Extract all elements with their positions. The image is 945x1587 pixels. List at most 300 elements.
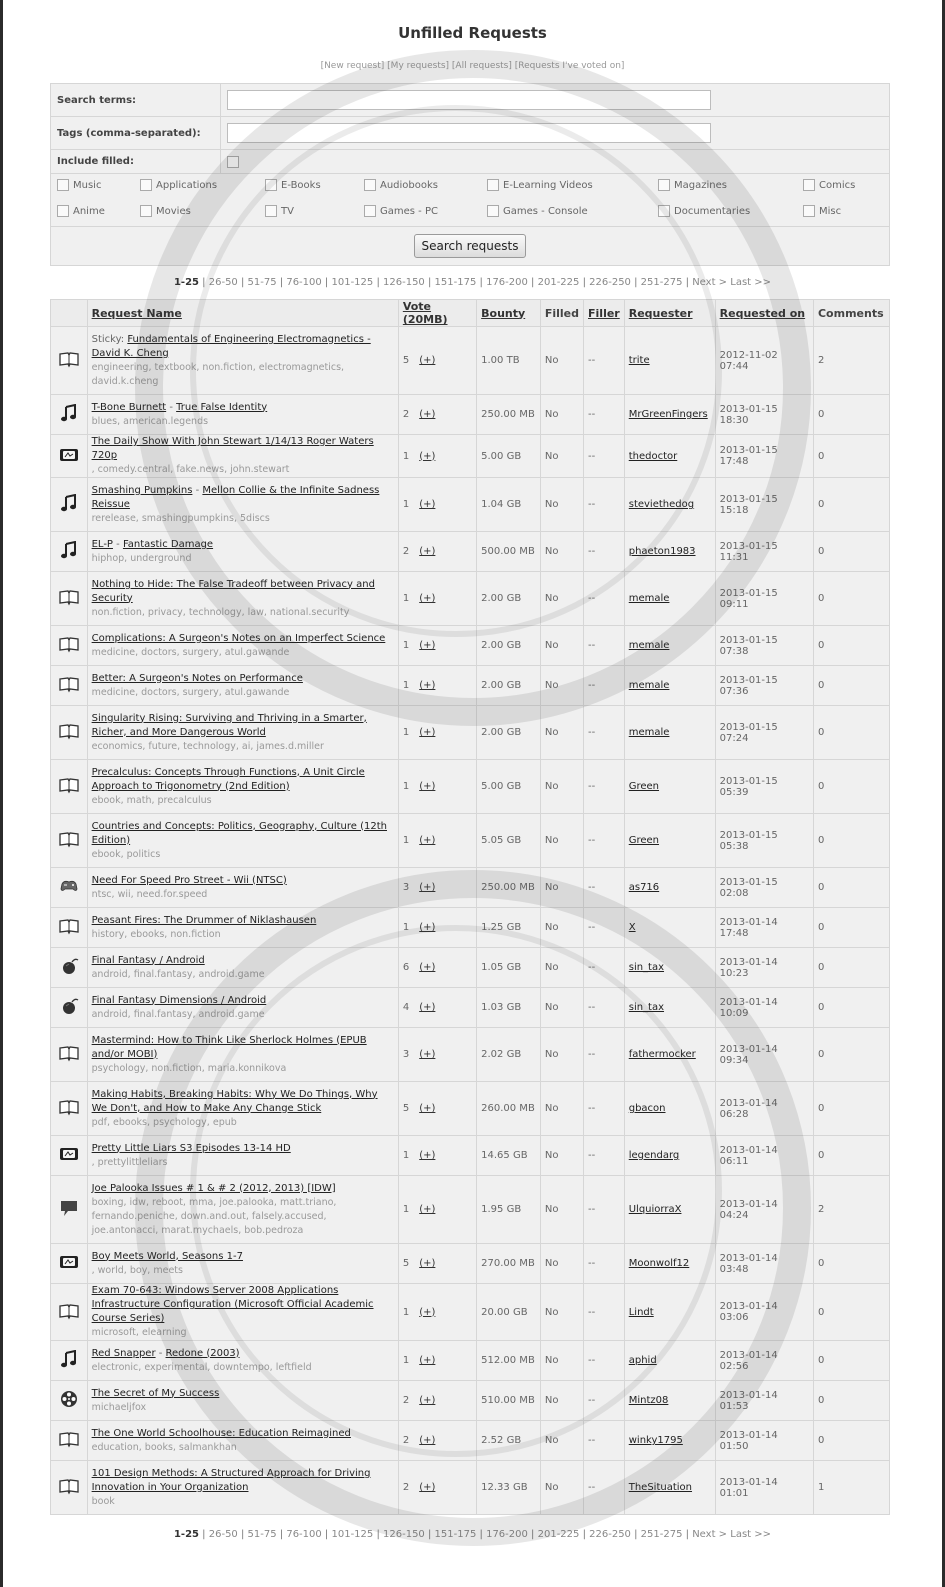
- requested-on-value: 2013-01-15 15:18: [715, 478, 813, 532]
- request-tags: android, final.fantasy, android.game: [91, 1008, 265, 1020]
- category-applications[interactable]: [140, 179, 217, 191]
- request-tags: ntsc, wii, need.for.speed: [91, 888, 208, 900]
- vote-button[interactable]: (+): [419, 882, 436, 893]
- table-row: [51, 1421, 890, 1461]
- category-e-learning-videos[interactable]: [487, 179, 593, 191]
- request-title: [92, 1142, 394, 1156]
- header-comments: Comments: [813, 300, 889, 327]
- page-link[interactable]: 76-100: [286, 277, 322, 288]
- book-icon: [58, 635, 80, 653]
- category-label: Music: [73, 180, 102, 191]
- requests-table: [50, 299, 890, 1515]
- filler-value: --: [584, 1028, 625, 1082]
- category-checkbox[interactable]: [803, 205, 815, 217]
- vote-button[interactable]: (+): [419, 546, 436, 557]
- request-title: [92, 435, 394, 463]
- requested-on-value: 2013-01-14 09:34: [715, 1028, 813, 1082]
- header-bounty[interactable]: Bounty: [477, 300, 541, 327]
- request-links: [0, 61, 945, 71]
- page-title: Unfilled Requests: [398, 24, 547, 42]
- vote-button[interactable]: (+): [419, 1306, 436, 1318]
- request-title-link[interactable]: Countries and Concepts: Politics, Geography, Culture (12th Edition): [91, 820, 387, 846]
- requester-link[interactable]: Green: [628, 835, 660, 846]
- vote-button[interactable]: (+): [419, 593, 436, 604]
- filler-value: --: [584, 814, 625, 868]
- vote-button[interactable]: (+): [419, 1435, 436, 1446]
- category-checkbox[interactable]: [140, 205, 152, 217]
- vote-button[interactable]: (+): [419, 1103, 436, 1114]
- table-row: [51, 908, 890, 948]
- bounty-value: 260.00 MB: [477, 1082, 541, 1136]
- category-misc[interactable]: [803, 205, 841, 217]
- comments-count: 0: [813, 1244, 889, 1284]
- request-tags: , world, boy, meets: [91, 1264, 183, 1276]
- vote-button[interactable]: (+): [419, 1002, 436, 1013]
- comments-count: 0: [813, 1028, 889, 1082]
- filled-value: No: [540, 1176, 583, 1244]
- request-tags: , prettylittleliars: [91, 1156, 168, 1168]
- category-movies[interactable]: [140, 205, 191, 217]
- category-checkbox[interactable]: [487, 179, 499, 191]
- header-request-name[interactable]: Request Name: [87, 300, 398, 327]
- request-tags: ebook, math, precalculus: [91, 794, 212, 806]
- artist-link[interactable]: T-Bone Burnett: [91, 401, 167, 413]
- search-terms-input[interactable]: [227, 90, 711, 110]
- category-label: Applications: [156, 180, 218, 191]
- bounty-value: 5.00 GB: [477, 760, 541, 814]
- vote-count: 1: [402, 450, 410, 462]
- vote-button[interactable]: (+): [419, 781, 436, 792]
- book-icon: [58, 1302, 80, 1320]
- page-link[interactable]: 201-225: [537, 277, 580, 288]
- comments-count: 0: [813, 948, 889, 988]
- page-link[interactable]: 251-275: [640, 277, 683, 288]
- vote-count: 1: [402, 680, 410, 691]
- filler-value: --: [584, 1421, 625, 1461]
- header-filler[interactable]: Filler: [584, 300, 625, 327]
- filled-value: No: [540, 814, 583, 868]
- requested-on-value: 2013-01-15 17:48: [715, 435, 813, 478]
- filled-value: No: [540, 395, 583, 435]
- table-row: [51, 395, 890, 435]
- category-checkbox[interactable]: [364, 205, 376, 217]
- requested-on-value: 2012-11-02 07:44: [715, 327, 813, 395]
- requester-link[interactable]: fathermocker: [628, 1049, 696, 1060]
- request-title-link[interactable]: Boy Meets World, Seasons 1-7: [91, 1250, 243, 1262]
- filler-value: --: [584, 1461, 625, 1515]
- music-note-icon: [58, 494, 80, 512]
- request-title: [92, 1387, 394, 1401]
- category-checkbox[interactable]: [57, 179, 69, 191]
- requested-on-value: 2013-01-14 03:06: [715, 1284, 813, 1341]
- request-title-link[interactable]: 101 Design Methods: A Structured Approach for Driving Innovation in Your Organization: [91, 1467, 371, 1493]
- category-e-books[interactable]: [265, 179, 321, 191]
- requester-link[interactable]: Mintz08: [628, 1395, 669, 1406]
- requester-link[interactable]: memale: [628, 680, 670, 691]
- request-title-link[interactable]: Need For Speed Pro Street - Wii (NTSC): [91, 874, 287, 886]
- request-tags: ebook, politics: [91, 848, 161, 860]
- vote-button[interactable]: (+): [419, 1150, 436, 1161]
- requested-on-value: 2013-01-15 18:30: [715, 395, 813, 435]
- requester-link[interactable]: sin_tax: [628, 1002, 665, 1013]
- requester-link[interactable]: Lindt: [628, 1306, 654, 1318]
- artist-link[interactable]: EL-P: [91, 538, 113, 550]
- book-icon: [58, 1044, 80, 1062]
- vote-count: 5: [402, 355, 410, 366]
- filled-value: No: [540, 532, 583, 572]
- vote-button[interactable]: (+): [419, 409, 436, 420]
- filler-value: --: [584, 868, 625, 908]
- table-row: [51, 706, 890, 760]
- book-icon: [58, 1098, 80, 1116]
- vote-count: 1: [402, 499, 410, 510]
- table-row: [51, 1082, 890, 1136]
- search-requests-button[interactable]: Search requests: [414, 234, 527, 258]
- comments-count: 0: [813, 532, 889, 572]
- category-documentaries[interactable]: [658, 205, 750, 217]
- request-title-link[interactable]: Precalculus: Concepts Through Functions, A Unit Circle Approach to Trigonometry (2nd Edition): [91, 766, 365, 792]
- request-title: [92, 1467, 394, 1495]
- tv-icon: [58, 446, 80, 464]
- request-tags: electronic, experimental, downtempo, leftfield: [91, 1361, 312, 1373]
- include-filled-checkbox[interactable]: [227, 156, 239, 168]
- bounty-value: 500.00 MB: [477, 532, 541, 572]
- vote-count: 2: [402, 1482, 410, 1493]
- request-title-link[interactable]: Singularity Rising: Surviving and Thriving in a Smarter, Richer, and More Dangerous World: [91, 712, 367, 738]
- filler-value: --: [584, 327, 625, 395]
- request-title-link[interactable]: Final Fantasy Dimensions / Android: [91, 994, 267, 1006]
- page-link[interactable]: 226-250: [589, 277, 631, 288]
- request-title-link[interactable]: The One World Schoolhouse: Education Reimagined: [91, 1427, 351, 1439]
- category-checkbox[interactable]: [57, 205, 69, 217]
- requested-on-value: 2013-01-14 06:11: [715, 1136, 813, 1176]
- table-row: [51, 1284, 890, 1341]
- bounty-value: 2.00 GB: [477, 666, 541, 706]
- requester-link[interactable]: Moonwolf12: [628, 1258, 690, 1269]
- filled-value: No: [540, 666, 583, 706]
- requested-on-value: 2013-01-14 06:28: [715, 1082, 813, 1136]
- search-form: [50, 83, 890, 266]
- comments-count: 0: [813, 760, 889, 814]
- vote-button[interactable]: (+): [419, 727, 436, 738]
- request-tags: education, books, salmankhan: [91, 1441, 237, 1453]
- page-link[interactable]: 251-275: [640, 1529, 683, 1540]
- vote-button[interactable]: (+): [419, 1258, 436, 1269]
- table-row: [51, 1461, 890, 1515]
- comments-count: 0: [813, 395, 889, 435]
- requested-on-value: 2013-01-14 03:48: [715, 1244, 813, 1284]
- table-row: [51, 1176, 890, 1244]
- table-row: [51, 666, 890, 706]
- header-vote[interactable]: Vote (20MB): [398, 300, 476, 327]
- film-reel-icon: [58, 1390, 80, 1408]
- request-tags: hiphop, underground: [91, 552, 192, 564]
- book-icon: [58, 1430, 80, 1448]
- pagination-bottom: 1-25 | 26-50 | 51-75 | 76-100 | 101-125 | 126-150 | 151-175 | 176-200 | 201-225 | 226-250 | 251-275 | Next > Last >>: [173, 1529, 772, 1540]
- category-checkbox[interactable]: [487, 205, 499, 217]
- filler-value: --: [584, 572, 625, 626]
- music-note-icon: [58, 404, 80, 422]
- requester-link[interactable]: steviethedog: [628, 499, 695, 510]
- vote-count: 1: [402, 640, 410, 651]
- filler-value: --: [584, 1176, 625, 1244]
- request-title-link[interactable]: Mastermind: How to Think Like Sherlock Holmes (EPUB and/or MOBI): [91, 1034, 367, 1060]
- new-request-link[interactable]: [New request]: [320, 61, 385, 71]
- page-link[interactable]: 151-175: [434, 1529, 477, 1540]
- requester-link[interactable]: gbacon: [628, 1103, 666, 1114]
- page-link[interactable]: 126-150: [383, 1529, 425, 1540]
- vote-count: 2: [402, 1395, 410, 1406]
- page-link[interactable]: 101-125: [331, 277, 374, 288]
- request-tags: engineering, textbook, non.fiction, electromagnetics, david.k.cheng: [91, 361, 345, 387]
- requester-link[interactable]: MrGreenFingers: [628, 409, 708, 420]
- requester-link[interactable]: legendarg: [628, 1150, 680, 1161]
- filled-value: No: [540, 1461, 583, 1515]
- category-tv[interactable]: [265, 205, 294, 217]
- request-title-link[interactable]: Exam 70-643: Windows Server 2008 Applications Infrastructure Configuration (Microsoft Official Academic Course Series): [91, 1285, 374, 1324]
- filler-value: --: [584, 478, 625, 532]
- request-title: [92, 874, 394, 888]
- filler-value: --: [584, 908, 625, 948]
- bounty-value: 2.00 GB: [477, 706, 541, 760]
- last-page-link[interactable]: Last >>: [730, 277, 772, 288]
- filled-value: No: [540, 988, 583, 1028]
- requester-link[interactable]: UlquiorraX: [628, 1204, 682, 1215]
- page-link[interactable]: 26-50: [208, 1529, 238, 1540]
- category-audiobooks[interactable]: [364, 179, 438, 191]
- category-checkbox[interactable]: [265, 205, 277, 217]
- request-title: [92, 914, 394, 928]
- table-row: [51, 1028, 890, 1082]
- artist-link[interactable]: Smashing Pumpkins: [91, 484, 193, 496]
- request-tags: history, ebooks, non.fiction: [91, 928, 221, 940]
- page-link[interactable]: 151-175: [434, 277, 477, 288]
- category-checkbox[interactable]: [364, 179, 376, 191]
- vote-button[interactable]: (+): [419, 1395, 436, 1406]
- requester-link[interactable]: trite: [628, 355, 650, 366]
- request-title: [92, 1250, 394, 1264]
- next-page-link[interactable]: Next >: [692, 1529, 728, 1540]
- requester-link[interactable]: thedoctor: [628, 450, 678, 462]
- header-filled: Filled: [540, 300, 583, 327]
- vote-count: 1: [402, 1150, 410, 1161]
- table-row: [51, 1244, 890, 1284]
- table-row: [51, 760, 890, 814]
- requester-link[interactable]: memale: [628, 727, 670, 738]
- vote-button[interactable]: (+): [419, 355, 436, 366]
- page-link[interactable]: 226-250: [589, 1529, 631, 1540]
- all-requests-link[interactable]: [All requests]: [451, 61, 512, 71]
- requester-link[interactable]: X: [628, 922, 636, 933]
- request-title-link[interactable]: Fantastic Damage: [122, 538, 214, 550]
- requester-link[interactable]: memale: [628, 640, 670, 651]
- vote-count: 1: [402, 593, 410, 604]
- request-title-link[interactable]: Final Fantasy / Android: [91, 954, 205, 966]
- request-title-link[interactable]: The Secret of My Success: [91, 1387, 220, 1399]
- comments-count: 2: [813, 1176, 889, 1244]
- page-link[interactable]: 51-75: [247, 277, 277, 288]
- request-tags: psychology, non.fiction, maria.konnikova: [91, 1062, 287, 1074]
- vote-button[interactable]: (+): [419, 1204, 436, 1215]
- request-title: [92, 1034, 394, 1062]
- bounty-value: 2.02 GB: [477, 1028, 541, 1082]
- request-tags: rerelease, smashingpumpkins, 5discs: [91, 512, 270, 524]
- vote-count: 5: [402, 1103, 410, 1114]
- category-label: TV: [281, 206, 294, 217]
- requested-on-value: 2013-01-15 05:39: [715, 760, 813, 814]
- comments-count: 2: [813, 327, 889, 395]
- vote-button[interactable]: (+): [419, 1049, 436, 1060]
- request-title-link[interactable]: Making Habits, Breaking Habits: Why We Do Things, Why We Don't, and How to Make Any Change Stick: [91, 1088, 378, 1114]
- requested-on-value: 2013-01-15 09:11: [715, 572, 813, 626]
- category-comics[interactable]: [803, 179, 855, 191]
- requester-link[interactable]: phaeton1983: [628, 546, 696, 557]
- vote-button[interactable]: (+): [419, 962, 436, 973]
- filler-value: --: [584, 1244, 625, 1284]
- tags-input[interactable]: [227, 123, 711, 143]
- request-title-link[interactable]: Better: A Surgeon's Notes on Performance: [91, 672, 303, 684]
- requester-link[interactable]: as716: [628, 882, 660, 893]
- last-page-link[interactable]: Last >>: [730, 1529, 772, 1540]
- vote-count: 1: [402, 727, 410, 738]
- comments-count: 0: [813, 988, 889, 1028]
- vote-button[interactable]: (+): [419, 450, 436, 462]
- requester-link[interactable]: Green: [628, 781, 660, 792]
- page-link[interactable]: 176-200: [486, 1529, 528, 1540]
- request-title: [92, 1427, 394, 1441]
- request-tags: boxing, idw, reboot, mma, joe.palooka, matt.triano, fernando.peniche, down.and.out, falsely.accused, joe.antonacci, marat.mychaels, bob.pedroza: [91, 1196, 337, 1236]
- category-games-console[interactable]: [487, 205, 588, 217]
- comments-count: 0: [813, 1082, 889, 1136]
- mouse-icon: [58, 957, 80, 975]
- comments-count: 0: [813, 1421, 889, 1461]
- requested-on-value: 2013-01-15 02:08: [715, 868, 813, 908]
- request-title-link[interactable]: Peasant Fires: The Drummer of Niklashausen: [91, 914, 317, 926]
- page-link[interactable]: 176-200: [486, 277, 528, 288]
- table-row: [51, 988, 890, 1028]
- requester-link[interactable]: TheSituation: [628, 1482, 693, 1493]
- request-title: [92, 766, 394, 794]
- filler-value: --: [584, 532, 625, 572]
- filler-value: --: [584, 1381, 625, 1421]
- category-music[interactable]: [57, 179, 101, 191]
- vote-button[interactable]: (+): [419, 499, 436, 510]
- requested-on-value: 2013-01-15 07:24: [715, 706, 813, 760]
- requested-on-value: 2013-01-14 01:53: [715, 1381, 813, 1421]
- bounty-value: 1.95 GB: [477, 1176, 541, 1244]
- category-checkbox[interactable]: [140, 179, 152, 191]
- request-tags: microsoft, elearning: [91, 1327, 187, 1338]
- page-link[interactable]: 26-50: [208, 277, 238, 288]
- page-link[interactable]: 201-225: [537, 1529, 580, 1540]
- request-tags: medicine, doctors, surgery, atul.gawande: [91, 646, 290, 658]
- category-checkbox[interactable]: [803, 179, 815, 191]
- page-link[interactable]: 126-150: [383, 277, 425, 288]
- requested-on-value: 2013-01-14 01:50: [715, 1421, 813, 1461]
- header-requester[interactable]: Requester: [624, 300, 715, 327]
- filled-value: No: [540, 706, 583, 760]
- request-tags: book: [91, 1495, 115, 1507]
- category-checkbox[interactable]: [658, 179, 670, 191]
- request-title-link[interactable]: Fundamentals of Engineering Electromagnetics - David K. Cheng: [91, 333, 371, 359]
- voted-requests-link[interactable]: [Requests I've voted on]: [514, 61, 625, 71]
- request-title-link[interactable]: The Daily Show With John Stewart 1/14/13 Roger Waters 720p: [91, 436, 374, 461]
- request-title-link[interactable]: Complications: A Surgeon's Notes on an Imperfect Science: [91, 632, 386, 644]
- vote-button[interactable]: (+): [419, 1482, 436, 1493]
- request-title-link[interactable]: Joe Palooka Issues # 1 & # 2 (2012, 2013) [IDW]: [91, 1182, 336, 1194]
- vote-button[interactable]: (+): [419, 922, 436, 933]
- table-row: [51, 1381, 890, 1421]
- tv-icon: [58, 1145, 80, 1163]
- requested-on-value: 2013-01-14 17:48: [715, 908, 813, 948]
- filler-value: --: [584, 666, 625, 706]
- table-row: [51, 532, 890, 572]
- page-link[interactable]: 101-125: [331, 1529, 374, 1540]
- category-label: Movies: [156, 206, 191, 217]
- category-games-pc[interactable]: [364, 205, 438, 217]
- category-checkbox[interactable]: [658, 205, 670, 217]
- category-anime[interactable]: [57, 205, 105, 217]
- page-link[interactable]: 51-75: [247, 1529, 277, 1540]
- header-icon: [51, 300, 88, 327]
- filler-value: --: [584, 706, 625, 760]
- gamepad-icon: [58, 877, 80, 895]
- request-title: [92, 1284, 394, 1326]
- artist-link[interactable]: Red Snapper: [91, 1347, 156, 1359]
- next-page-link[interactable]: Next >: [692, 277, 728, 288]
- bounty-value: 1.00 TB: [477, 327, 541, 395]
- vote-button[interactable]: (+): [419, 1355, 436, 1366]
- requested-on-value: 2013-01-14 02:56: [715, 1341, 813, 1381]
- bounty-value: 1.03 GB: [477, 988, 541, 1028]
- request-title-link[interactable]: Nothing to Hide: The False Tradeoff between Privacy and Security: [91, 578, 375, 604]
- bounty-value: 250.00 MB: [477, 395, 541, 435]
- comments-count: 0: [813, 572, 889, 626]
- vote-count: 1: [402, 1306, 410, 1318]
- page-link[interactable]: 76-100: [286, 1529, 322, 1540]
- filled-value: No: [540, 948, 583, 988]
- vote-button[interactable]: (+): [419, 680, 436, 691]
- vote-button[interactable]: (+): [419, 640, 436, 651]
- category-magazines[interactable]: [658, 179, 727, 191]
- filled-value: No: [540, 868, 583, 908]
- category-checkbox[interactable]: [265, 179, 277, 191]
- request-title: [92, 954, 394, 968]
- vote-count: 2: [402, 1435, 410, 1446]
- requester-link[interactable]: aphid: [628, 1355, 657, 1366]
- requester-link[interactable]: sin_tax: [628, 962, 665, 973]
- music-note-icon: [58, 541, 80, 559]
- my-requests-link[interactable]: [My requests]: [387, 61, 450, 71]
- bounty-value: 250.00 MB: [477, 868, 541, 908]
- comments-count: 0: [813, 1341, 889, 1381]
- filler-value: --: [584, 760, 625, 814]
- vote-button[interactable]: (+): [419, 835, 436, 846]
- requester-link[interactable]: winky1795: [628, 1435, 683, 1446]
- filled-value: No: [540, 908, 583, 948]
- request-tags: blues, american.legends: [91, 415, 209, 427]
- request-title-link[interactable]: Pretty Little Liars S3 Episodes 13-14 HD: [91, 1142, 291, 1154]
- filler-value: --: [584, 435, 625, 478]
- request-title-link[interactable]: Mellon Collie & the Infinite Sadness Reissue: [91, 484, 380, 510]
- request-title-link[interactable]: True False Identity: [176, 401, 268, 413]
- header-requested-on[interactable]: Requested on: [715, 300, 813, 327]
- filled-value: No: [540, 1381, 583, 1421]
- filler-value: --: [584, 1341, 625, 1381]
- requester-link[interactable]: memale: [628, 593, 670, 604]
- category-label: Magazines: [674, 180, 727, 191]
- request-title-link[interactable]: Redone (2003): [165, 1347, 240, 1359]
